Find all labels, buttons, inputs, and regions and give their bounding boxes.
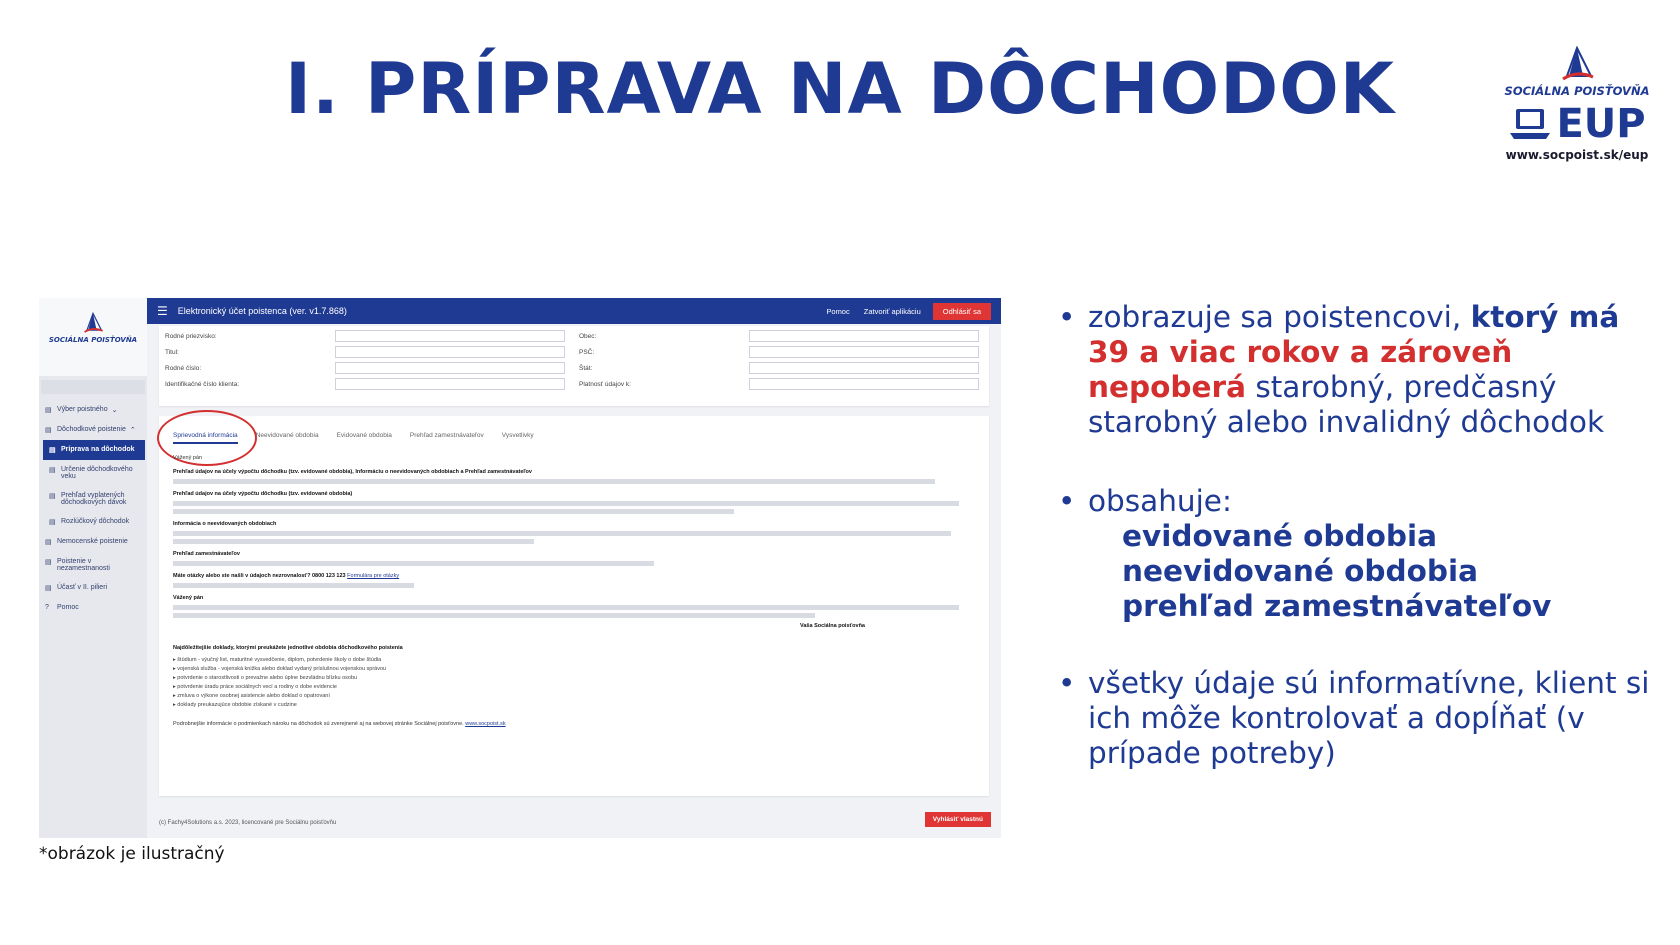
sidebar-item-rozluckovy[interactable]: ▤ Rozlúčkový dôchodok — [49, 518, 130, 526]
doc-icon: ▤ — [49, 493, 56, 500]
sidebar-item-urcenie-veku[interactable]: ▤ Určenie dôchodkového veku — [49, 466, 133, 480]
doc-icon: ▤ — [49, 467, 56, 474]
paragraph-bold: Prehľad údajov na účely výpočtu dôchodku (tzv. evidované obdobia) — [173, 491, 353, 497]
tab-prehlad-zamestnavatelov[interactable]: Prehľad zamestnávateľov — [409, 432, 484, 439]
laptop-icon — [1508, 107, 1552, 141]
socpoist-link[interactable]: www.socpoist.sk — [465, 721, 506, 727]
sidebar-item-priprava-na-dochodok[interactable]: ▤ Príprava na dôchodok — [43, 440, 145, 460]
tab-evidovane-obdobia[interactable]: Evidované obdobia — [336, 432, 392, 439]
bullet-item: • všetky údaje sú informatívne, klient si ich môže kontrolovať a dopĺňať (v prípade potreby) — [1058, 666, 1658, 771]
doc-icon: ▤ — [45, 585, 52, 592]
app-title: Elektronický účet poistenca (ver. v1.7.868) — [177, 306, 347, 316]
sidebar-logo-text: SOCIÁLNA POISŤOVŇA — [48, 336, 138, 344]
doc-icon: ▤ — [45, 559, 52, 566]
paragraph-bold: Máte otázky alebo ste našli v údajoch nezrovnalosť? — [173, 573, 311, 579]
sail-logo-icon — [1557, 46, 1597, 82]
list-item: ▸ potvrdenie úradu práce sociálnych vecí a rodiny o dobe evidencie — [173, 684, 337, 690]
tab-sprievodna-informacia[interactable]: Sprievodná informácia — [173, 432, 238, 444]
bullet-item: • zobrazuje sa poistencovi, ktorý má 39 a viac rokov a zároveň nepoberá starobný, predčasný starobný alebo invalidný dôchodok — [1058, 300, 1658, 440]
list-item: ▸ zmluva o výkone osobnej asistencie alebo doklad o opatrovaní — [173, 693, 330, 699]
phone-number: 0800 123 123 — [311, 573, 346, 579]
tab-vysvetlivky[interactable]: Vysvetlivky — [501, 432, 534, 439]
list-item: evidované obdobia — [1122, 519, 1438, 553]
report-button[interactable]: Vyhlásiť vlastnú — [925, 812, 991, 827]
app-footer: (c) Fachy4Solutions a.s. 2023, licencované pre Sociálnu poisťovňu — [159, 820, 337, 826]
form-input[interactable] — [335, 346, 565, 358]
paragraph-bold: Prehľad zamestnávateľov — [173, 551, 240, 557]
info-panel — [159, 416, 989, 796]
sidebar-item-dochodkove-poistenie[interactable]: ▤ Dôchodkové poistenie ⌃ — [45, 426, 136, 434]
sidebar-item-prehlad-davok[interactable]: ▤ Prehľad vyplatených dôchodkových dávok — [49, 492, 127, 506]
sidebar-item-nezamestnanost[interactable]: ▤ Poistenie v nezamestnanosti — [45, 558, 110, 572]
menu-icon[interactable]: ☰ — [157, 304, 168, 318]
list-item: ▸ potvrdenie o starostlivosti o prevažne alebo úplne bezvládnu blízku osobu — [173, 675, 358, 681]
brand-logo — [1502, 46, 1652, 162]
personal-info-panel: Rodné priezvisko: Titul: Rodné číslo: Identifikačné číslo klienta: Obec: PSČ: Štát: Platnosť údajov k: — [159, 326, 989, 406]
list-item: prehľad zamestnávateľov — [1122, 589, 1552, 623]
app-topbar — [147, 298, 1001, 324]
brand-url[interactable]: www.socpoist.sk/eup — [1505, 148, 1649, 162]
doc-icon: ▤ — [45, 539, 52, 546]
sidebar-item-pomoc[interactable]: ? Pomoc — [45, 604, 79, 611]
form-input[interactable] — [335, 362, 565, 374]
doc-icon: ▤ — [49, 519, 56, 526]
form-input[interactable] — [749, 346, 979, 358]
greeting-2: Vážený pán — [173, 595, 204, 601]
image-caption: *obrázok je ilustračný — [39, 844, 225, 864]
greeting: Vážený pán — [173, 455, 203, 461]
list-item: ▸ štúdium - výučný list, maturitné vysvedčenie, diplom, potvrdenie školy o dobe štúdia — [173, 657, 382, 663]
sidebar-item-nemocenske[interactable]: ▤ Nemocenské poistenie — [45, 538, 128, 546]
doc-icon: ▤ — [49, 447, 56, 454]
page-title: I. PRÍPRAVA NA DÔCHODOK — [285, 48, 1395, 130]
bullet-item: • obsahuje: evidované obdobia neevidované obdobia prehľad zamestnávateľov — [1058, 484, 1658, 624]
chevron-up-icon: ⌃ — [129, 427, 136, 434]
list-item: neevidované obdobia — [1122, 554, 1479, 588]
help-icon: ? — [45, 604, 49, 611]
tab-neevidovane-obdobia[interactable]: Neevidované obdobia — [255, 432, 319, 439]
app-screenshot — [39, 298, 1001, 838]
signature: Vaša Sociálna poisťovňa — [800, 623, 865, 629]
form-input[interactable] — [749, 378, 979, 390]
brand-name: SOCIÁLNA POISŤOVŇA — [1504, 84, 1650, 98]
list-item: ▸ doklady preukazujúce obdobie získané v cudzine — [173, 702, 297, 708]
logout-button[interactable]: Odhlásiť sa — [933, 303, 991, 320]
close-app-button[interactable]: Zatvoriť aplikáciu — [863, 306, 921, 316]
product-name: EUP — [1556, 101, 1646, 147]
form-input[interactable] — [749, 362, 979, 374]
docs-heading: Najdôležitejšie doklady, ktorými preukážete jednotlivé obdobia dôchodkového poistenia — [173, 645, 403, 651]
doc-icon: ▤ — [45, 407, 52, 414]
chevron-down-icon: ⌄ — [111, 407, 118, 414]
doc-icon: ▤ — [45, 427, 52, 434]
form-input[interactable] — [335, 378, 565, 390]
sidebar — [39, 298, 147, 838]
tab-bar — [173, 432, 534, 444]
sidebar-item-ucast-pilier[interactable]: ▤ Účasť v II. pilieri — [45, 584, 108, 592]
sail-logo-icon — [81, 312, 105, 334]
paragraph-bold: Informácia o neevidovaných obdobiach — [173, 521, 277, 527]
help-button[interactable]: Pomoc — [826, 306, 850, 316]
form-input[interactable] — [335, 330, 565, 342]
sidebar-item-vyber-poistneho[interactable]: ▤ Výber poistného ⌄ — [45, 406, 118, 414]
bullet-list — [1058, 300, 1658, 771]
form-input[interactable] — [749, 330, 979, 342]
more-info-text: Podrobnejšie informácie o podmienkach nároku na dôchodok sú zverejnené aj na webovej stránke Sociálnej poisťovne. — [173, 721, 464, 727]
paragraph-bold: Prehľad údajov na účely výpočtu dôchodku (tzv. evidované obdobia), Informáciu o neevidovaných obdobiach a Prehľad zamestnávateľov — [173, 469, 532, 475]
question-form-link[interactable]: Formulára pre otázky — [347, 573, 400, 579]
list-item: ▸ vojenská služba - vojenská knižka alebo doklad vydaný príslušnou vojenskou správou — [173, 666, 387, 672]
